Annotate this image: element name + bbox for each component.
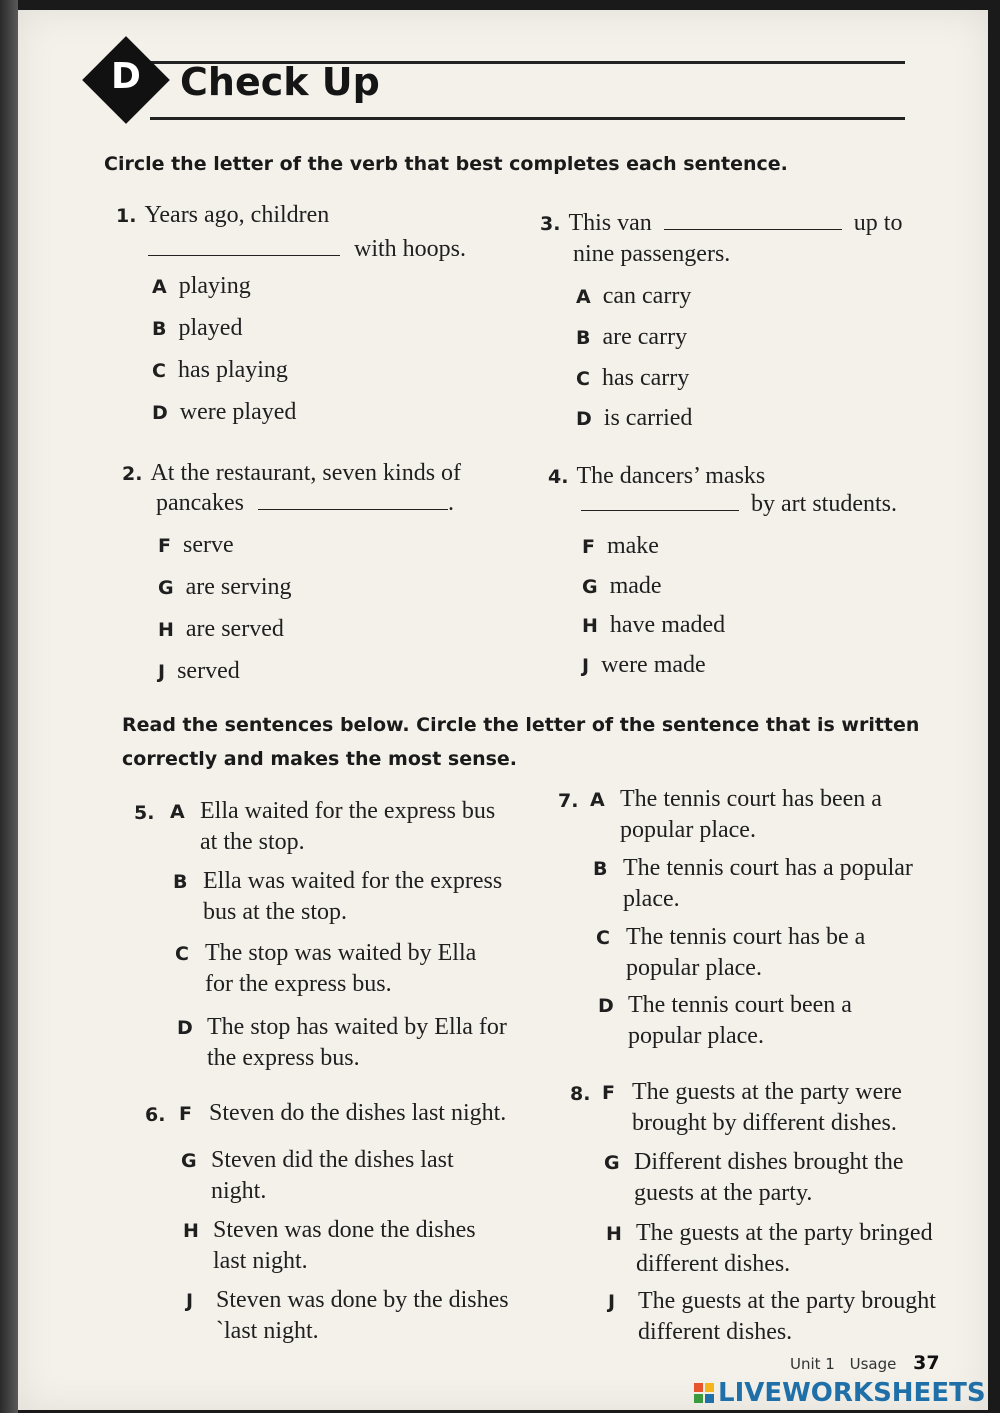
- option-text: popular place.: [620, 817, 756, 843]
- question-4-line2: [581, 488, 897, 520]
- option-7b[interactable]: [593, 853, 913, 915]
- option-letter: H: [582, 615, 598, 637]
- option-text: Steven was done by the dishes: [216, 1287, 509, 1313]
- option-text: The tennis court has be a: [626, 924, 866, 950]
- option-text: popular place.: [628, 1023, 764, 1049]
- option-5d[interactable]: [177, 1012, 507, 1074]
- question-2-line2: pancakes .: [156, 490, 454, 516]
- section-title: Check Up: [180, 60, 380, 104]
- option-text: brought by different dishes.: [632, 1110, 897, 1136]
- option-letter: A: [170, 801, 185, 823]
- option-letter: J: [158, 661, 166, 683]
- question-number: 6.: [145, 1104, 166, 1126]
- question-1-line2: [148, 233, 466, 265]
- option-letter: D: [177, 1017, 193, 1039]
- option-letter: D: [152, 402, 168, 424]
- option-text: bus at the stop.: [203, 899, 347, 925]
- answer-blank[interactable]: [258, 508, 448, 510]
- option-text: are served: [185, 616, 284, 642]
- question-text: by art students.: [751, 491, 897, 517]
- option-letter: D: [576, 408, 592, 430]
- option-letter: F: [582, 536, 595, 558]
- option-text: for the express bus.: [205, 971, 392, 997]
- option-4h[interactable]: [582, 610, 725, 641]
- option-text: place.: [623, 886, 680, 912]
- option-8f[interactable]: [570, 1077, 902, 1139]
- option-1c[interactable]: [152, 355, 288, 386]
- question-text: nine passengers.: [573, 241, 731, 267]
- option-8j[interactable]: [608, 1286, 936, 1348]
- question-text: with hoops.: [354, 236, 467, 262]
- page-footer: [790, 1352, 940, 1374]
- page-edge-shadow: [0, 0, 18, 1413]
- question-number: 8.: [570, 1083, 591, 1105]
- option-text: Ella waited for the express bus: [200, 798, 496, 824]
- option-text: different dishes.: [636, 1251, 791, 1277]
- question-number: 4.: [548, 466, 569, 488]
- option-text: make: [606, 533, 659, 559]
- option-letter: A: [576, 286, 591, 308]
- question-text: pancakes: [156, 490, 244, 516]
- option-7c[interactable]: [596, 922, 866, 984]
- question-text: up to: [853, 210, 903, 236]
- option-2g[interactable]: [158, 572, 292, 603]
- option-letter: F: [179, 1103, 192, 1125]
- option-text: The tennis court has a popular: [623, 855, 913, 881]
- option-text: has carry: [601, 365, 690, 391]
- option-text: have maded: [609, 612, 726, 638]
- option-letter: B: [152, 318, 167, 340]
- question-text: At the restaurant, seven kinds of: [150, 460, 462, 486]
- footer-topic: Usage: [849, 1355, 897, 1373]
- watermark-text: LIVEWORKSHEETS: [718, 1378, 986, 1408]
- option-7d[interactable]: [598, 990, 852, 1052]
- option-letter: C: [596, 927, 610, 949]
- option-text: the express bus.: [207, 1045, 360, 1071]
- option-5a[interactable]: [134, 796, 496, 858]
- option-letter: A: [590, 789, 605, 811]
- question-text: The dancers’ masks: [576, 463, 766, 489]
- option-text: The guests at the party brought: [638, 1288, 936, 1314]
- option-2h[interactable]: [158, 614, 284, 645]
- option-text: The stop was waited by Ella: [205, 940, 477, 966]
- option-4j[interactable]: [582, 650, 706, 681]
- option-letter: G: [181, 1150, 197, 1172]
- option-letter: F: [602, 1082, 615, 1104]
- option-6g[interactable]: [181, 1145, 454, 1207]
- option-text: The tennis court has been a: [620, 786, 882, 812]
- option-letter: G: [158, 577, 174, 599]
- question-1: [116, 199, 329, 232]
- option-text: Different dishes brought the: [634, 1149, 904, 1175]
- option-letter: H: [158, 619, 174, 641]
- option-text: made: [609, 573, 662, 599]
- option-text: night.: [211, 1178, 267, 1204]
- option-letter: D: [598, 995, 614, 1017]
- option-text: `last night.: [216, 1318, 319, 1344]
- option-text: popular place.: [626, 955, 762, 981]
- option-letter: G: [582, 576, 598, 598]
- option-6f[interactable]: [145, 1098, 507, 1129]
- option-6j[interactable]: [186, 1285, 509, 1347]
- option-letter: B: [593, 858, 608, 880]
- section-badge: [82, 36, 172, 126]
- option-3a[interactable]: [576, 281, 691, 312]
- option-3b[interactable]: [576, 322, 687, 353]
- option-text: different dishes.: [638, 1319, 793, 1345]
- option-text: last night.: [213, 1248, 308, 1274]
- option-text: The guests at the party were: [632, 1079, 902, 1105]
- liveworksheets-watermark: [694, 1378, 994, 1410]
- option-2j[interactable]: [158, 656, 240, 687]
- option-letter: G: [604, 1152, 620, 1174]
- question-number: 5.: [134, 802, 155, 824]
- instructions-part1: Circle the letter of the verb that best completes each sentence.: [104, 153, 788, 175]
- option-text: served: [177, 658, 240, 684]
- option-text: guests at the party.: [634, 1180, 813, 1206]
- option-text: The tennis court been a: [628, 992, 852, 1018]
- option-letter: J: [608, 1291, 616, 1313]
- option-letter: A: [152, 276, 167, 298]
- option-text: is carried: [603, 405, 693, 431]
- option-2f[interactable]: [158, 530, 234, 561]
- instructions-part2-line1: Read the sentences below. Circle the letter of the sentence that is written: [122, 714, 920, 736]
- option-letter: C: [175, 943, 189, 965]
- question-number: 2.: [122, 463, 143, 485]
- option-text: played: [178, 315, 243, 341]
- option-7a[interactable]: [558, 784, 882, 846]
- option-text: serve: [182, 532, 234, 558]
- option-letter: C: [152, 360, 166, 382]
- option-letter: J: [186, 1290, 194, 1312]
- option-text: are serving: [185, 574, 292, 600]
- option-text: The guests at the party bringed: [636, 1220, 933, 1246]
- question-3-line2: [573, 238, 730, 270]
- option-letter: H: [606, 1223, 622, 1245]
- option-5b[interactable]: [173, 866, 503, 928]
- option-text: has playing: [177, 357, 288, 383]
- question-text: This van: [568, 210, 652, 236]
- option-letter: H: [183, 1220, 199, 1242]
- option-8g[interactable]: [604, 1147, 904, 1209]
- question-number: 7.: [558, 790, 579, 812]
- option-4g[interactable]: [582, 571, 662, 602]
- footer-unit: Unit 1: [790, 1355, 835, 1373]
- option-letter: J: [582, 655, 590, 677]
- header-rule-bottom: [150, 117, 905, 120]
- option-text: The stop has waited by Ella for: [207, 1014, 507, 1040]
- option-3d[interactable]: [576, 403, 692, 434]
- answer-blank[interactable]: [664, 228, 842, 230]
- option-1d[interactable]: [152, 397, 296, 428]
- answer-blank[interactable]: [148, 254, 340, 256]
- section-letter: D: [111, 56, 141, 97]
- option-text: Steven do the dishes last night.: [209, 1100, 507, 1126]
- question-number: 3.: [540, 213, 561, 235]
- question-number: 1.: [116, 205, 137, 227]
- option-text: at the stop.: [200, 829, 305, 855]
- question-text: Years ago, children: [144, 202, 330, 228]
- option-text: playing: [178, 273, 251, 299]
- option-letter: B: [173, 871, 188, 893]
- option-letter: F: [158, 535, 171, 557]
- option-text: were made: [601, 652, 706, 678]
- option-letter: C: [576, 368, 590, 390]
- option-text: Ella was waited for the express: [203, 868, 503, 894]
- option-1b[interactable]: [152, 313, 242, 344]
- question-2: [122, 457, 461, 490]
- option-1a[interactable]: [152, 271, 251, 302]
- option-text: are carry: [602, 324, 688, 350]
- answer-blank[interactable]: [581, 509, 739, 511]
- option-4f[interactable]: [582, 531, 659, 562]
- option-text: Steven was done the dishes: [213, 1217, 476, 1243]
- question-3: [540, 207, 902, 240]
- option-text: were played: [179, 399, 297, 425]
- option-text: can carry: [602, 283, 692, 309]
- liveworksheets-logo-icon: [694, 1381, 716, 1405]
- option-letter: B: [576, 327, 591, 349]
- option-3c[interactable]: [576, 363, 689, 394]
- page-number: 37: [913, 1352, 940, 1374]
- instructions-part2-line2: correctly and makes the most sense.: [122, 748, 518, 770]
- option-text: Steven did the dishes last: [211, 1147, 454, 1173]
- option-8h[interactable]: [606, 1218, 933, 1280]
- option-5c[interactable]: [175, 938, 477, 1000]
- option-6h[interactable]: [183, 1215, 476, 1277]
